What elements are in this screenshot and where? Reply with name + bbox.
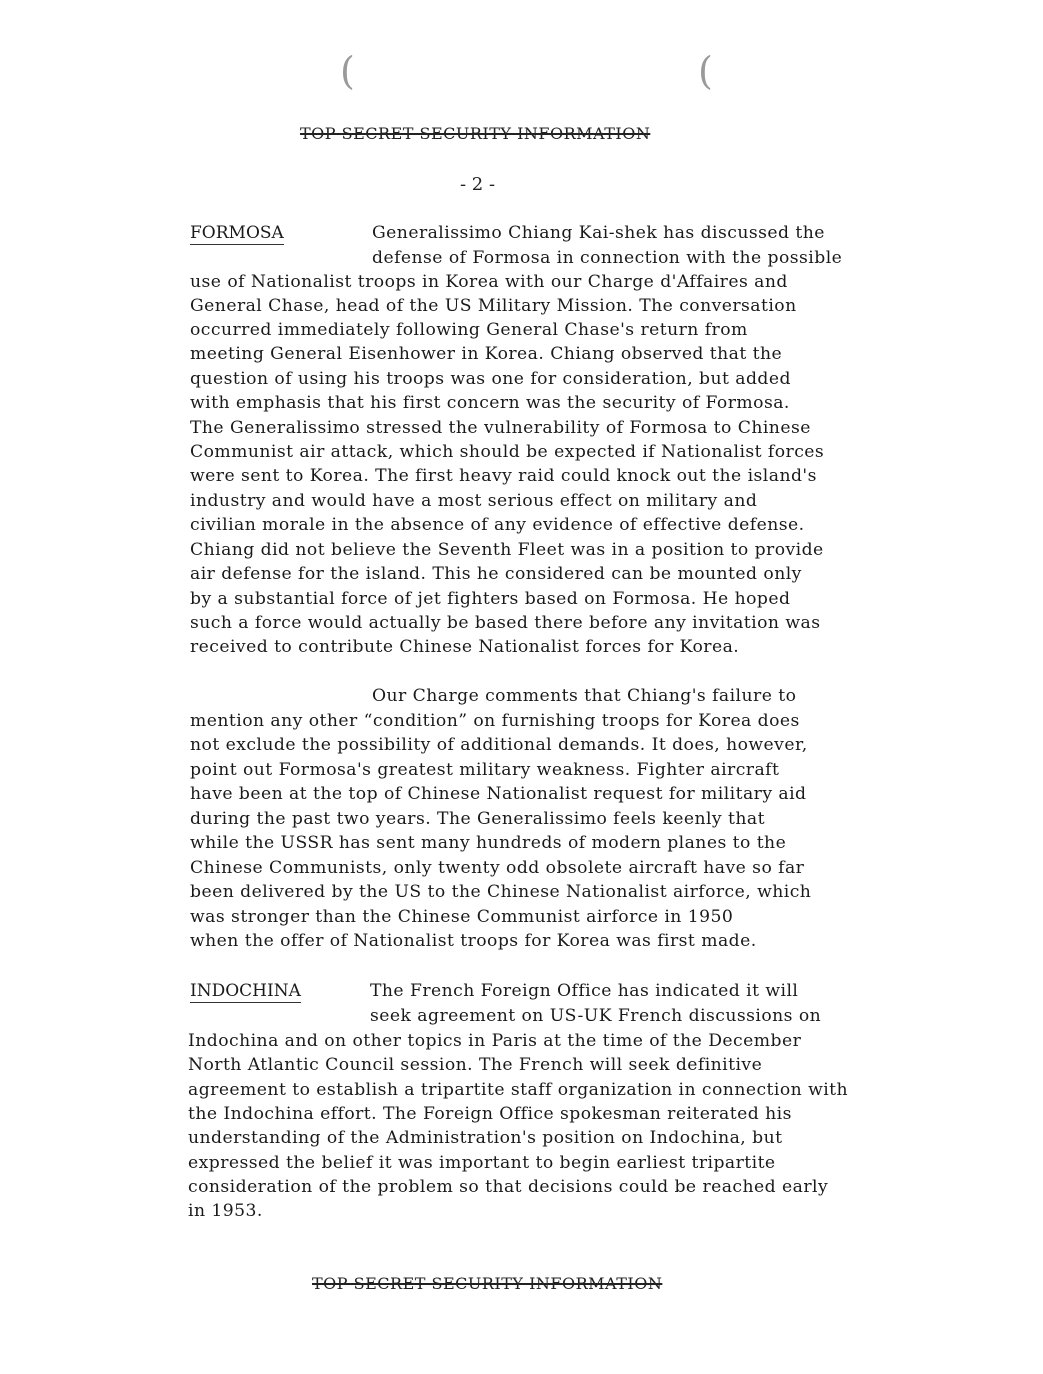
section-label-indochina: INDOCHINA: [190, 981, 301, 1001]
text-line: mention any other “condition” on furnishing troops for Korea does: [190, 711, 800, 731]
text-line: Our Charge comments that Chiang's failure to: [372, 686, 797, 706]
text-line: when the offer of Nationalist troops for Korea was first made.: [190, 931, 757, 951]
text-line: by a substantial force of jet fighters based on Formosa. He hoped: [190, 589, 791, 609]
text-line: Indochina and on other topics in Paris at the time of the December: [188, 1031, 802, 1051]
text-line: was stronger than the Chinese Communist airforce in 1950: [190, 907, 734, 927]
text-line: while the USSR has sent many hundreds of modern planes to the: [190, 833, 787, 853]
text-line: Generalissimo Chiang Kai-shek has discussed the: [372, 223, 825, 243]
text-line: expressed the belief it was important to begin earliest tripartite: [188, 1153, 776, 1173]
text-line: occurred immediately following General Chase's return from: [190, 320, 748, 340]
margin-mark-right: (: [698, 49, 713, 93]
footer-classification: TOP SECRET SECURITY INFORMATION: [312, 1274, 663, 1293]
text-line: not exclude the possibility of additional demands. It does, however,: [190, 735, 808, 755]
text-line: Chiang did not believe the Seventh Fleet was in a position to provide: [190, 540, 824, 560]
text-line: air defense for the island. This he considered can be mounted only: [190, 564, 802, 584]
text-line: consideration of the problem so that decisions could be reached early: [188, 1177, 829, 1197]
text-line: point out Formosa's greatest military weakness. Fighter aircraft: [190, 760, 780, 780]
text-line: civilian morale in the absence of any evidence of effective defense.: [190, 515, 805, 535]
text-line: use of Nationalist troops in Korea with our Charge d'Affaires and: [190, 272, 788, 292]
section-label-formosa: FORMOSA: [190, 223, 284, 243]
text-line: The Generalissimo stressed the vulnerability of Formosa to Chinese: [190, 418, 811, 438]
text-line: were sent to Korea. The first heavy raid could knock out the island's: [190, 466, 817, 486]
text-line: Communist air attack, which should be expected if Nationalist forces: [190, 442, 825, 462]
text-line: North Atlantic Council session. The French will seek definitive: [188, 1055, 763, 1075]
margin-mark-left: (: [340, 49, 355, 93]
text-line: Chinese Communists, only twenty odd obsolete aircraft have so far: [190, 858, 805, 878]
text-line: with emphasis that his first concern was the security of Formosa.: [190, 393, 790, 413]
text-line: General Chase, head of the US Military Mission. The conversation: [190, 296, 797, 316]
text-line: industry and would have a most serious effect on military and: [190, 491, 758, 511]
text-line: meeting General Eisenhower in Korea. Chiang observed that the: [190, 344, 783, 364]
header-classification: TOP SECRET SECURITY INFORMATION: [300, 124, 651, 143]
text-line: have been at the top of Chinese Nationalist request for military aid: [190, 784, 807, 804]
text-line: in 1953.: [188, 1201, 263, 1221]
text-line: The French Foreign Office has indicated it will: [370, 981, 799, 1001]
page-number: - 2 -: [460, 174, 496, 195]
text-line: during the past two years. The Generalissimo feels keenly that: [190, 809, 765, 829]
text-line: such a force would actually be based there before any invitation was: [190, 613, 821, 633]
text-line: question of using his troops was one for consideration, but added: [190, 369, 791, 389]
text-line: the Indochina effort. The Foreign Office spokesman reiterated his: [188, 1104, 792, 1124]
text-line: understanding of the Administration's position on Indochina, but: [188, 1128, 783, 1148]
text-line: seek agreement on US-UK French discussions on: [370, 1006, 822, 1026]
text-line: agreement to establish a tripartite staff organization in connection with: [188, 1080, 849, 1100]
text-line: been delivered by the US to the Chinese Nationalist airforce, which: [190, 882, 812, 902]
text-line: defense of Formosa in connection with the possible: [372, 248, 843, 268]
text-line: received to contribute Chinese Nationalist forces for Korea.: [190, 637, 740, 657]
